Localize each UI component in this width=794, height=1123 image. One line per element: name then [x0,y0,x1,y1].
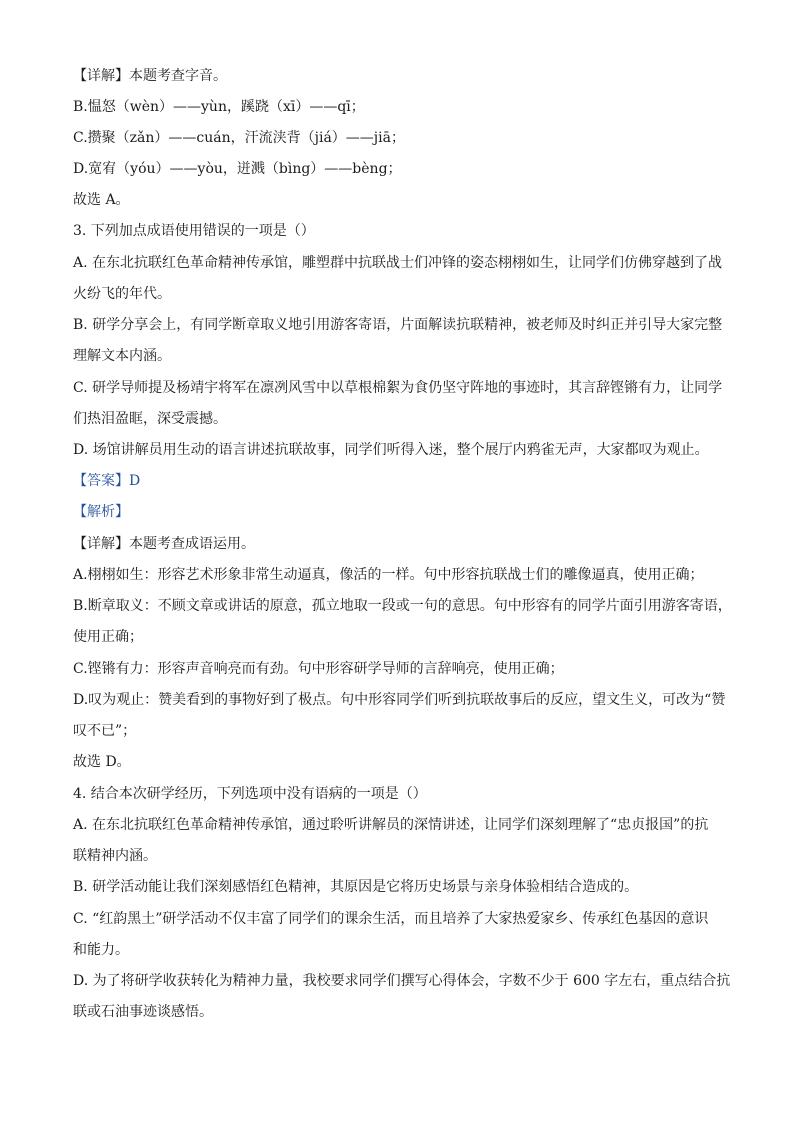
text-line: 叹不已”； [73,723,137,739]
option-c-continued: 和能力。 [73,942,129,958]
option-d-continued: 联或石油事迹谈感悟。 [73,1004,213,1020]
text-line: 【详解】本题考查字音。 [73,68,227,84]
option-c: C. 研学导师提及杨靖宇将军在凛冽风雪中以草根棉絮为食仍坚守阵地的事迹时，其言辞铿锵有力，让同学 [73,380,723,396]
option-b: B. 研学分享会上，有同学断章取义地引用游客寄语，片面解读抗联精神，被老师及时纠正并引导大家完整 [73,317,723,333]
text-line: A.栩栩如生：形容艺术形象非常生动逼真，像活的一样。句中形容抗联战士们的雕像逼真，使用正确； [73,567,704,583]
text-line: 【详解】本题考查成语运用。 [73,536,255,552]
option-b: B. 研学活动能让我们深刻感悟红色精神，其原因是它将历史场景与亲身体验相结合造成的。 [73,879,639,895]
option-a-continued: 火纷飞的年代。 [73,286,171,302]
option-d: D. 为了将研学收获转化为精神力量，我校要求同学们撰写心得体会，字数不少于 600 字左右，重点结合抗 [73,973,731,989]
option-b-continued: 理解文本内涵。 [73,348,171,364]
text-line: B.愠怒（wèn）——yùn，蹊跷（xī）——qī； [73,99,365,115]
text-line: 故选 A。 [73,192,130,208]
text-line: 故选 D。 [73,754,131,770]
option-a: A. 在东北抗联红色革命精神传承馆，通过聆听讲解员的深情讲述，让同学们深刻理解了“忠贞报国”的抗 [73,817,709,833]
answer-label: 【答案】D [73,473,141,489]
text-line: 使用正确； [73,629,143,645]
question-title: 4. 结合本次研学经历，下列选项中没有语病的一项是（） [73,786,427,802]
text-line: C.铿锵有力：形容声音响亮而有劲。句中形容研学导师的言辞响亮，使用正确； [73,661,564,677]
option-a-continued: 联精神内涵。 [73,848,157,864]
option-d: D. 场馆讲解员用生动的语言讲述抗联故事，同学们听得入迷，整个展厅内鸦雀无声，大家都叹为观止。 [73,442,709,458]
option-c-continued: 们热泪盈眶，深受震撼。 [73,411,227,427]
option-c: C. “红韵黑土”研学活动不仅丰富了同学们的课余生活，而且培养了大家热爱家乡、传承红色基因的意识 [73,911,709,927]
text-line: D.叹为观止：赞美看到的事物好到了极点。句中形容同学们听到抗联故事后的反应，望文生义，可改为“赞 [73,692,726,708]
option-a: A. 在东北抗联红色革命精神传承馆，雕塑群中抗联战士们冲锋的姿态栩栩如生，让同学们仿佛穿越到了战 [73,255,723,271]
question-title: 3. 下列加点成语使用错误的一项是（） [73,223,315,239]
text-line: C.攒聚（zǎn）——cuán，汗流浃背（jiá）——jiā； [73,130,405,146]
analysis-label: 【解析】 [73,504,129,520]
text-line: D.宽宥（yóu）——yòu，迸溅（bìng）——bèng； [73,161,402,177]
text-line: B.断章取义：不顾文章或讲话的原意，孤立地取一段或一句的意思。句中形容有的同学片面引用游客寄语， [73,598,732,614]
